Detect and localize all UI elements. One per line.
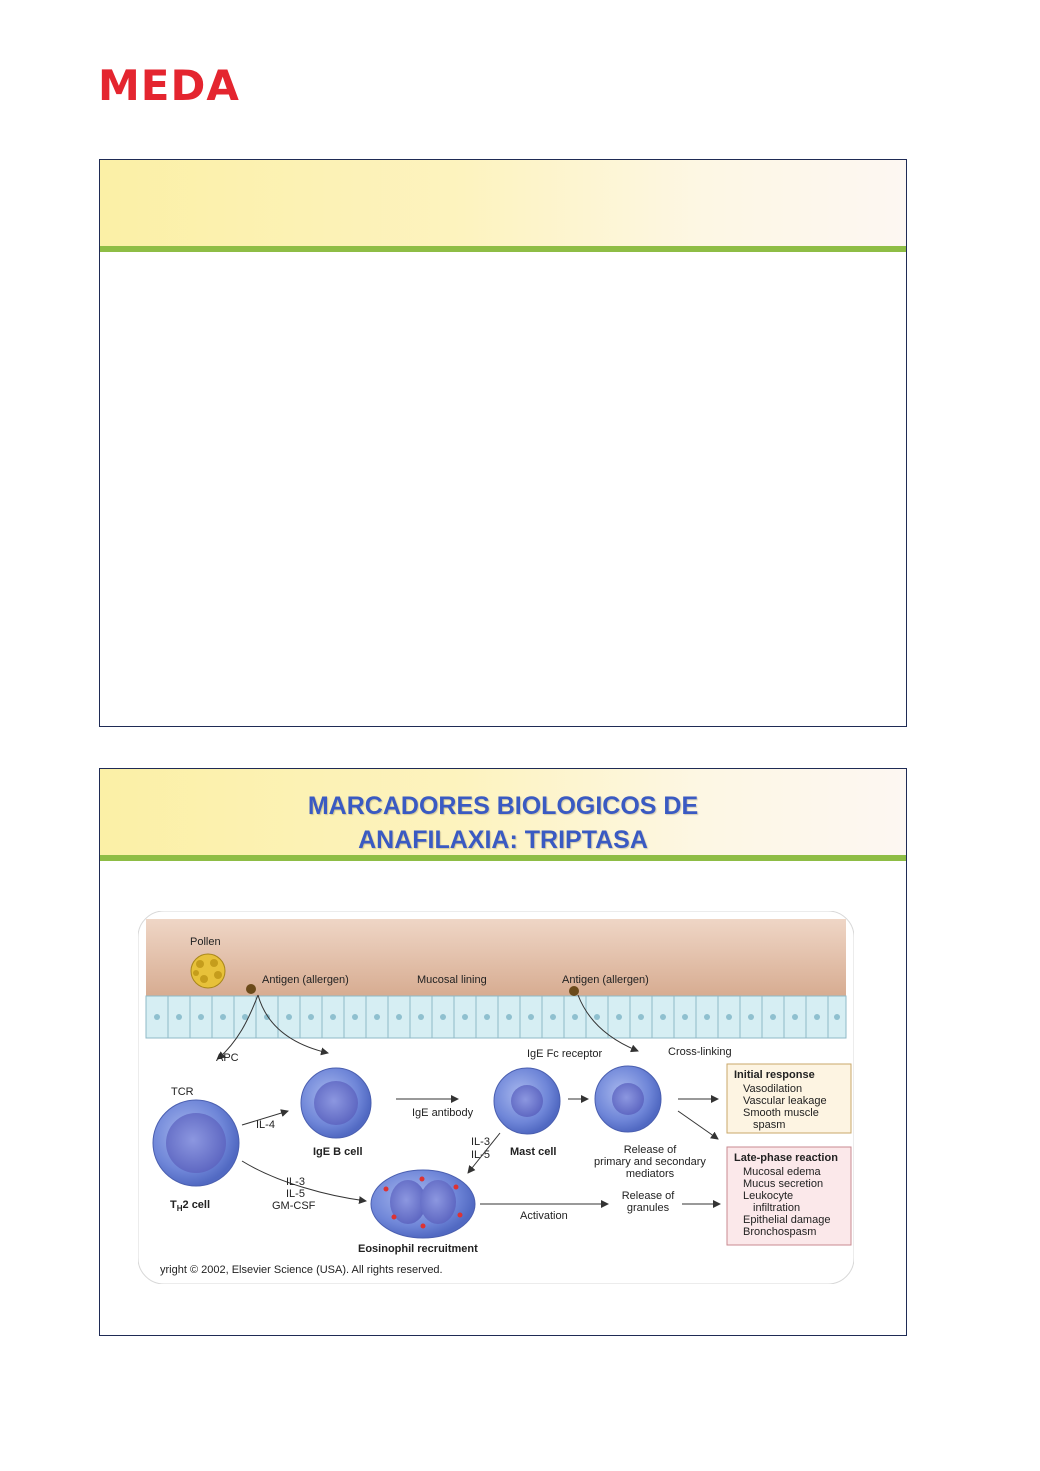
antigen-right-label: Antigen (allergen): [562, 974, 649, 986]
pollen-icon: [191, 954, 225, 988]
cross-linking-label: Cross-linking: [668, 1046, 732, 1058]
slide-header: [100, 769, 906, 855]
antigen-left-label: Antigen (allergen): [262, 974, 349, 986]
release-primary-line-1: Release of: [623, 1144, 677, 1156]
slide-title: [100, 789, 906, 857]
apc-label: APC: [216, 1052, 239, 1064]
il3-label: IL-3: [471, 1136, 490, 1148]
allergy-pathway-figure: [138, 911, 854, 1284]
late-item: Leukocyte: [743, 1190, 794, 1202]
epithelium: [146, 996, 846, 1038]
slide-1: [99, 159, 907, 727]
slide-header: [100, 160, 906, 246]
ige-fc-receptor-label: IgE Fc receptor: [527, 1048, 603, 1060]
il5-label: IL-5: [471, 1149, 490, 1161]
th2-cell: [153, 1100, 239, 1186]
degranulating-mast-cell: [595, 1066, 661, 1132]
initial-item: Smooth muscle: [743, 1107, 819, 1119]
initial-response-title: Initial response: [734, 1069, 815, 1081]
mast-cell-label: Mast cell: [510, 1146, 557, 1158]
tcr-label: TCR: [171, 1086, 194, 1098]
initial-item: spasm: [753, 1119, 786, 1131]
gmcsf-label: GM-CSF: [272, 1200, 316, 1212]
meda-logo: [98, 62, 248, 106]
ige-b-cell: [301, 1068, 371, 1138]
header-divider: [100, 855, 906, 861]
mast-cell: [494, 1068, 560, 1134]
antigen-icon: [246, 984, 256, 994]
ige-b-cell-label: IgE B cell: [313, 1146, 363, 1158]
eosinophil: [371, 1170, 475, 1238]
title-line-1: MARCADORES BIOLOGICOS DE: [307, 792, 699, 820]
ige-antibody-label: IgE antibody: [412, 1107, 474, 1119]
logo-text: MEDA: [98, 62, 240, 106]
slide-2: [99, 768, 907, 1336]
th2-label: $T_H2$ cell: [170, 1199, 211, 1213]
late-item: infiltration: [753, 1202, 801, 1214]
mucosal-lining-label: Mucosal lining: [417, 974, 487, 986]
release-primary-line-3: mediators: [625, 1168, 675, 1180]
late-item: Mucosal edema: [743, 1166, 821, 1178]
activation-label: Activation: [520, 1210, 568, 1222]
eosinophil-label: Eosinophil recruitment: [358, 1243, 478, 1255]
late-item: Bronchospasm: [743, 1226, 817, 1238]
late-item: Mucus secretion: [743, 1178, 824, 1190]
title-line-2: ANAFILAXIA: TRIPTASA: [358, 826, 648, 854]
il3-label: IL-3: [286, 1176, 305, 1188]
release-primary-line-2: primary and secondary: [594, 1156, 706, 1168]
antigen-icon: [569, 986, 579, 996]
header-divider: [100, 246, 906, 252]
il5-label: IL-5: [286, 1188, 305, 1200]
pollen-label: Pollen: [190, 936, 221, 948]
copyright-text: yright © 2002, Elsevier Science (USA). All rights reserved.: [160, 1264, 443, 1276]
release-granules-line-1: Release of: [621, 1190, 675, 1202]
il4-label: IL-4: [256, 1119, 275, 1131]
initial-item: Vascular leakage: [743, 1095, 827, 1107]
initial-item: Vasodilation: [743, 1083, 803, 1095]
release-granules-line-2: granules: [626, 1202, 670, 1214]
late-item: Epithelial damage: [743, 1214, 831, 1226]
late-phase-title: Late-phase reaction: [734, 1152, 838, 1164]
